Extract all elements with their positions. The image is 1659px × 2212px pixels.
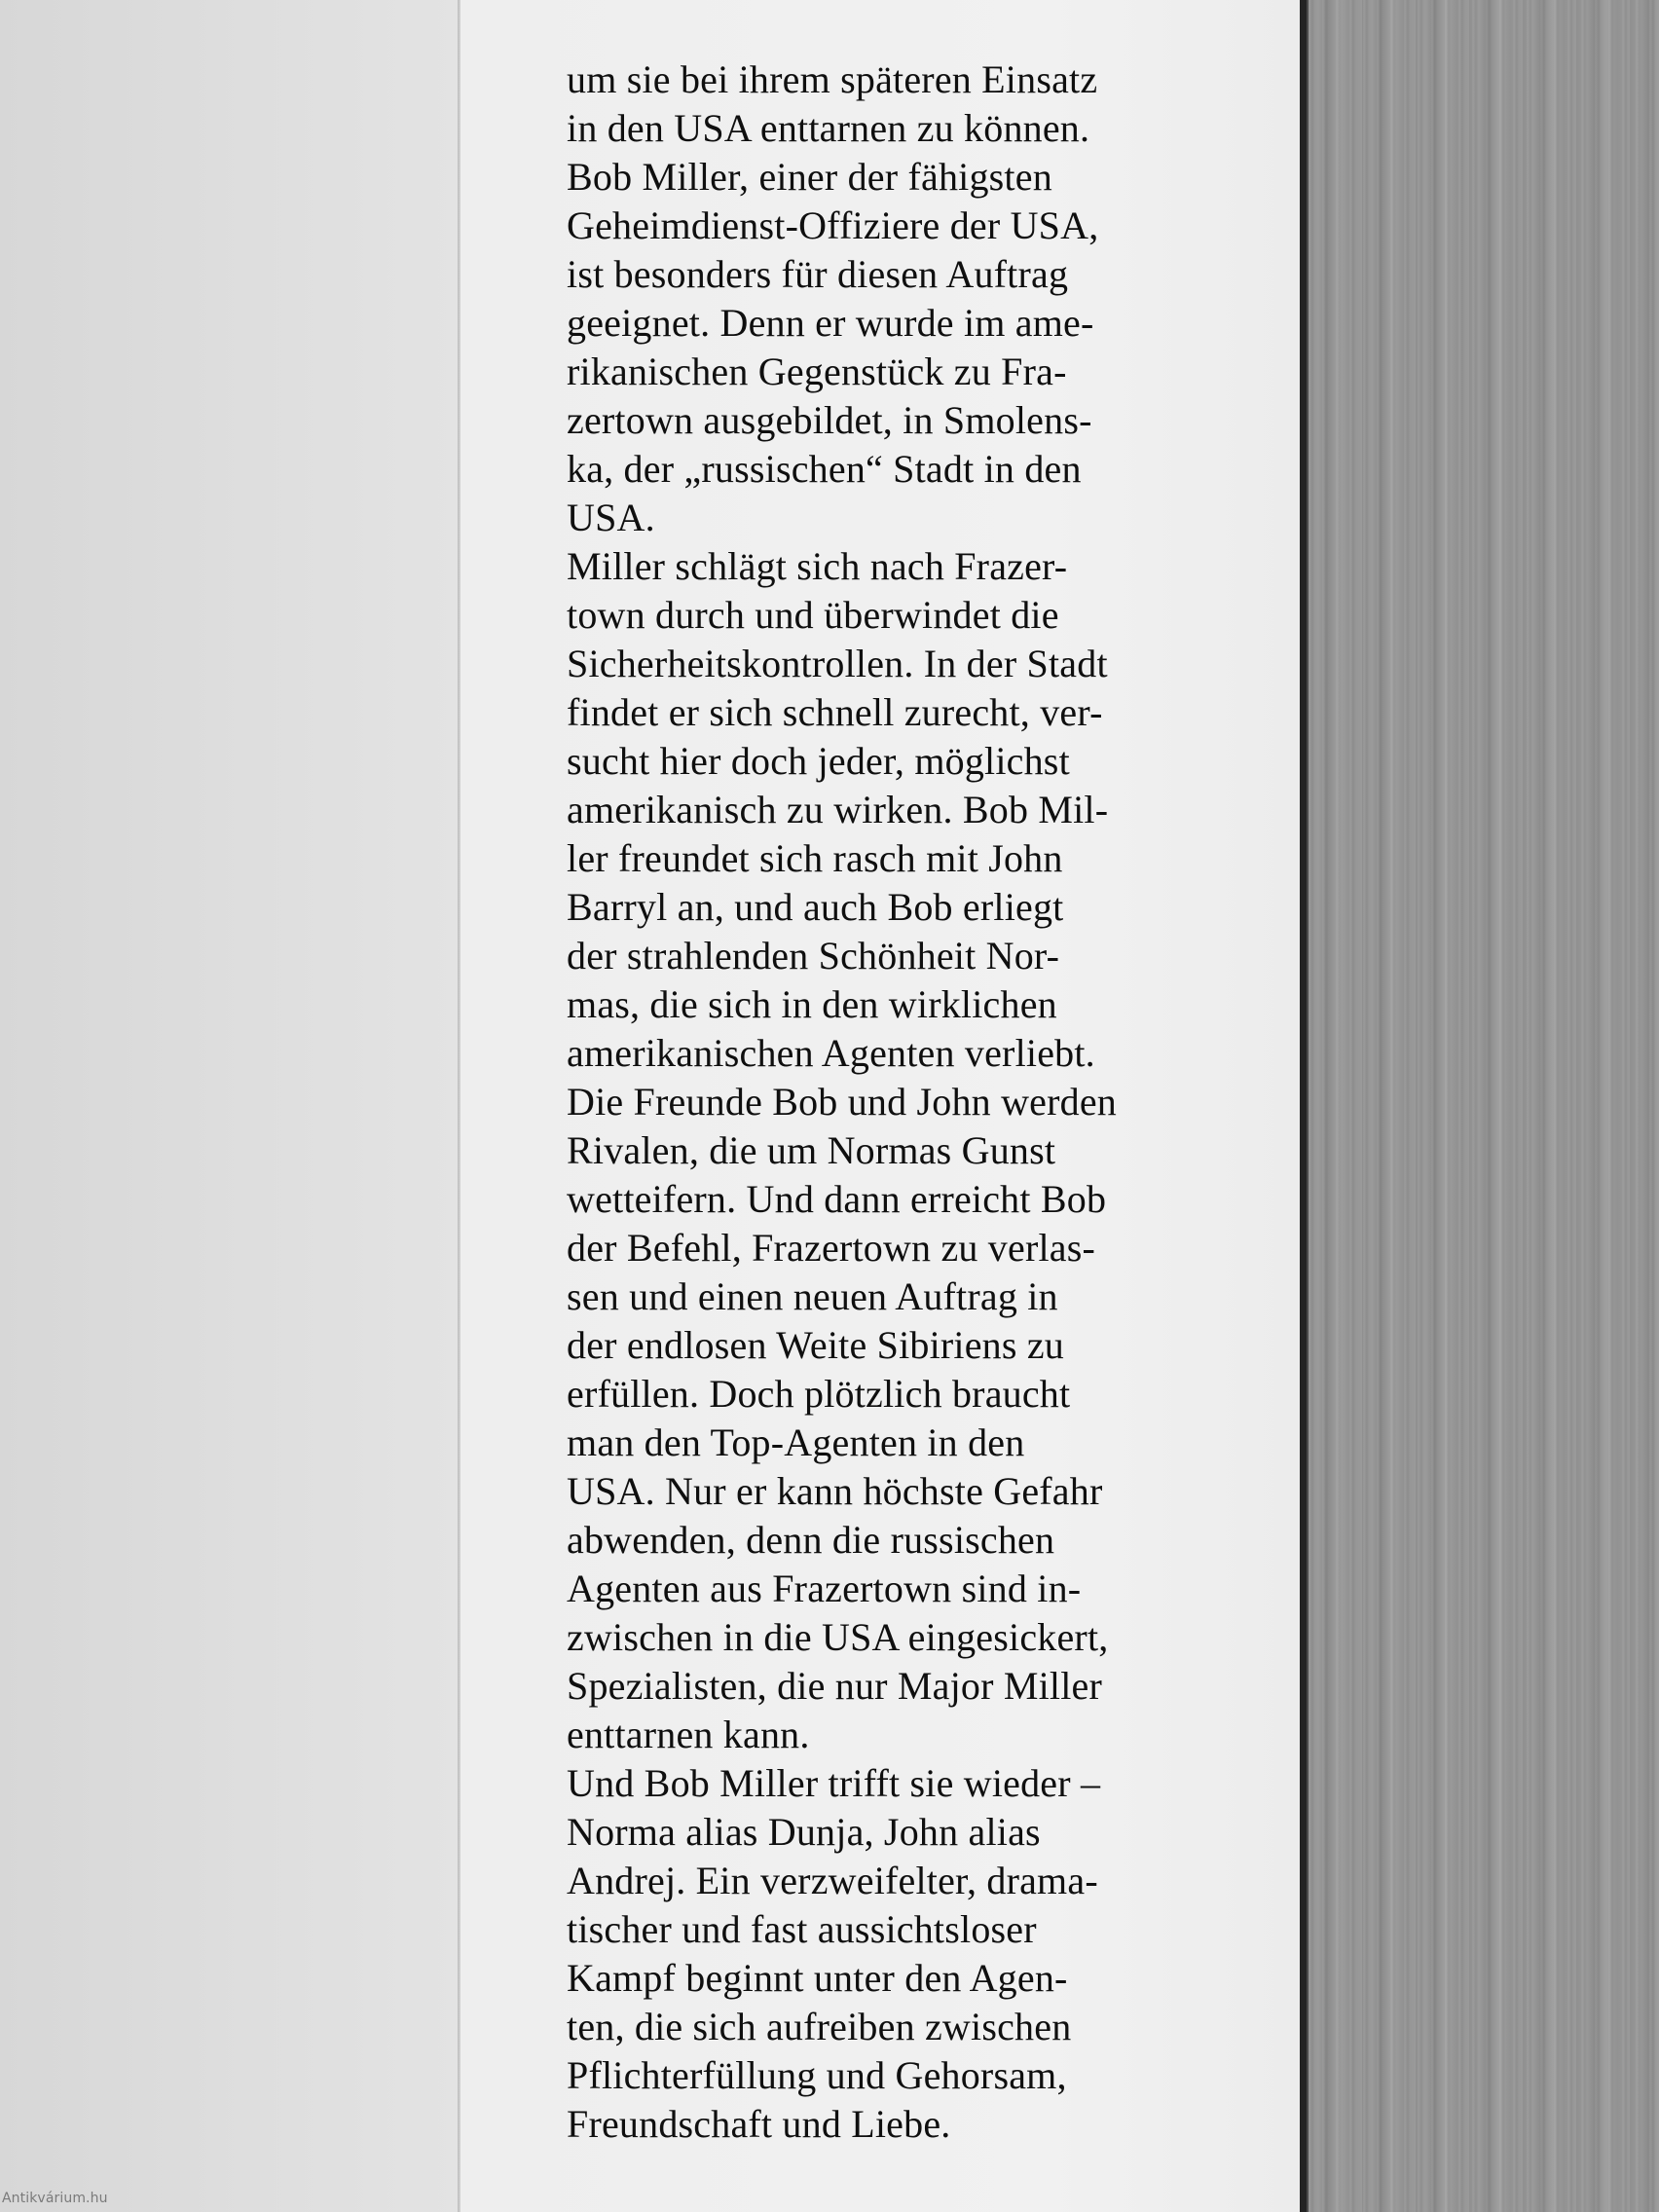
text-line: abwenden, denn die russischen (567, 1518, 1055, 1562)
text-line: zertown ausgebildet, in Smolens- (567, 398, 1092, 442)
text-line: findet er sich schnell zurecht, ver- (567, 690, 1103, 734)
text-line: Pflichterfüllung und Gehorsam, (567, 2053, 1067, 2097)
text-line: Geheimdienst-Offiziere der USA, (567, 203, 1099, 247)
text-line: ler freundet sich rasch mit John (567, 836, 1063, 880)
text-line: rikanischen Gegenstück zu Fra- (567, 350, 1067, 393)
book-cover-edge (1300, 0, 1307, 2212)
text-line: in den USA enttarnen zu können. (567, 106, 1090, 150)
text-line: Miller schlägt sich nach Frazer- (567, 544, 1068, 588)
text-line: sucht hier doch jeder, möglichst (567, 739, 1070, 783)
text-line: Und Bob Miller trifft sie wieder – (567, 1761, 1101, 1805)
text-line: wetteifern. Und dann erreicht Bob (567, 1177, 1107, 1221)
text-line: enttarnen kann. (567, 1713, 810, 1756)
text-line: ka, der „russischen“ Stadt in den (567, 447, 1082, 491)
text-line: Andrej. Ein verzweifelter, drama- (567, 1859, 1098, 1902)
watermark-text: Antikvárium.hu (2, 2191, 108, 2206)
text-line: town durch und überwindet die (567, 593, 1059, 637)
text-line: Barryl an, und auch Bob erliegt (567, 885, 1064, 929)
text-line: mas, die sich in den wirklichen (567, 982, 1057, 1026)
text-line: der endlosen Weite Sibiriens zu (567, 1323, 1065, 1367)
text-line: amerikanisch zu wirken. Bob Mil- (567, 788, 1109, 831)
text-line: der Befehl, Frazertown zu verlas- (567, 1226, 1096, 1270)
text-line: Die Freunde Bob und John werden (567, 1080, 1117, 1124)
left-blank-page (0, 0, 458, 2212)
text-line: der strahlenden Schönheit Nor- (567, 934, 1060, 977)
text-line: um sie bei ihrem späteren Einsatz (567, 57, 1098, 101)
text-line: erfüllen. Doch plötzlich braucht (567, 1372, 1071, 1416)
text-line: Bob Miller, einer der fähigsten (567, 155, 1052, 199)
text-line: zwischen in die USA eingesickert, (567, 1615, 1109, 1659)
text-line: USA. Nur er kann höchste Gefahr (567, 1469, 1103, 1513)
text-line: Sicherheitskontrollen. In der Stadt (567, 642, 1108, 685)
text-line: Norma alias Dunja, John alias (567, 1810, 1041, 1854)
blurb-text-block (567, 55, 1253, 2149)
text-line: Freundschaft und Liebe. (567, 2102, 951, 2146)
text-line: Spezialisten, die nur Major Miller (567, 1664, 1103, 1708)
text-line: Rivalen, die um Normas Gunst (567, 1128, 1056, 1172)
text-line: amerikanischen Agenten verliebt. (567, 1031, 1095, 1075)
text-line: USA. (567, 496, 655, 539)
text-line: Kampf beginnt unter den Agen- (567, 1956, 1068, 2000)
text-line: ten, die sich aufreiben zwischen (567, 2005, 1072, 2048)
text-line: Agenten aus Frazertown sind in- (567, 1567, 1082, 1610)
wood-grain-texture (1309, 0, 1659, 2212)
text-line: ist besonders für diesen Auftrag (567, 252, 1069, 296)
text-line: tischer und fast aussichtsloser (567, 1907, 1037, 1951)
text-line: man den Top-Agenten in den (567, 1420, 1025, 1464)
text-line: sen und einen neuen Auftrag in (567, 1274, 1058, 1318)
text-line: geeignet. Denn er wurde im ame- (567, 301, 1094, 345)
